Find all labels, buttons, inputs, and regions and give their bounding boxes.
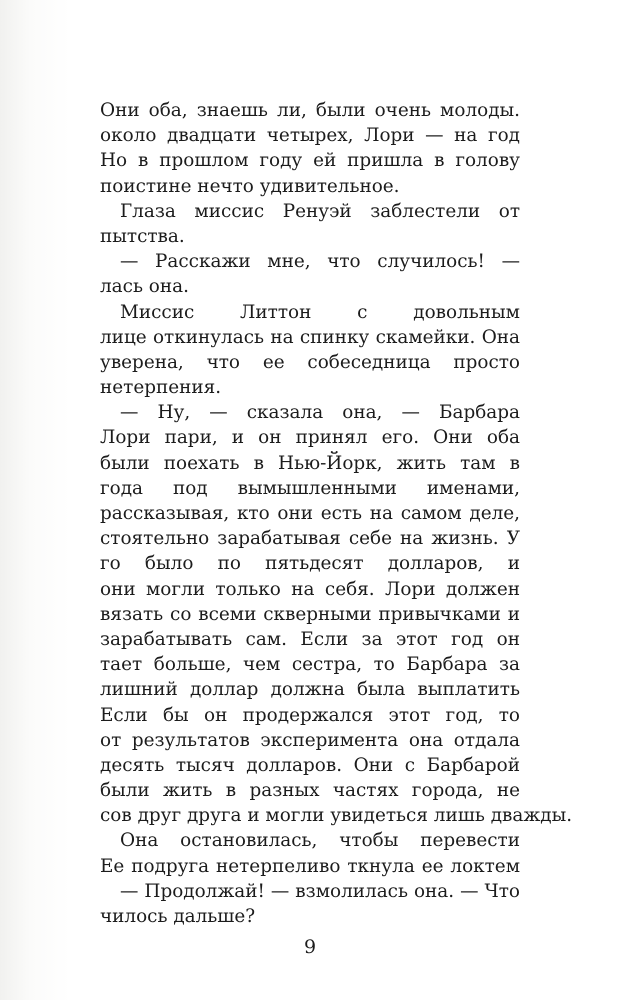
text-line: Миссис Литтон с довольным <box>120 301 520 323</box>
text-line: — Продолжай! — взмолилась она. — Что <box>120 880 520 902</box>
text-line: нетерпения. <box>100 377 222 399</box>
text-line: лице откинулась на спинку скамейки. Она <box>100 326 520 348</box>
text-line: были жить в разных частях города, не <box>100 780 520 802</box>
text-line: чилось дальше? <box>100 906 256 927</box>
text-line: сов друг друга и могли увидеться лишь дважды. <box>100 805 573 827</box>
text-line: Но в прошлом году ей пришла в голову <box>100 150 520 172</box>
text-line: го было по пятьдесят долларов, и <box>100 553 520 575</box>
text-line: Они оба, знаешь ли, были очень молоды. <box>100 100 520 121</box>
page-number: 9 <box>303 936 317 958</box>
body-text <box>100 98 573 929</box>
text-line: зарабатывать сам. Если за этот год он <box>100 628 520 650</box>
text-line: лишний доллар должна была выплатить <box>100 679 520 701</box>
text-line: они могли только на себя. Лори должен <box>100 578 520 600</box>
text-line: лась она. <box>100 276 189 298</box>
text-line: уверена, что ее собеседница просто <box>100 351 520 373</box>
text-line: от результатов эксперимента она отдала <box>100 729 520 751</box>
text-line: — Ну, — сказала она, — Барбара <box>120 402 520 424</box>
text-line: вязать со всеми скверными привычками и <box>100 603 520 625</box>
text-line: тает больше, чем сестра, то Барбара за <box>100 654 520 676</box>
text-line: стоятельно зарабатывая себе на жизнь. У <box>100 528 520 550</box>
text-line: поистине нечто удивительное. <box>100 175 400 197</box>
text-line: Глаза миссис Ренуэй заблестели от <box>120 200 520 222</box>
text-line: Если бы он продержался этот год, то <box>100 704 520 726</box>
text-line: десять тысяч долларов. Они с Барбарой <box>100 754 520 776</box>
text-line: года под вымышленными именами, <box>100 477 520 499</box>
text-line: пытства. <box>100 225 185 247</box>
text-line: около двадцати четырех, Лори — на год <box>100 125 520 147</box>
text-line: Она остановилась, чтобы перевести <box>120 830 520 852</box>
text-line: рассказывая, кто они есть на самом деле, <box>100 503 520 524</box>
text-line: — Расскажи мне, что случилось! — <box>120 251 520 273</box>
text-line: Ее подруга нетерпеливо ткнула ее локтем <box>100 855 520 877</box>
text-line: Лори пари, и он принял его. Они оба <box>100 427 520 449</box>
text-line: были поехать в Нью-Йорк, жить там в <box>100 452 520 474</box>
